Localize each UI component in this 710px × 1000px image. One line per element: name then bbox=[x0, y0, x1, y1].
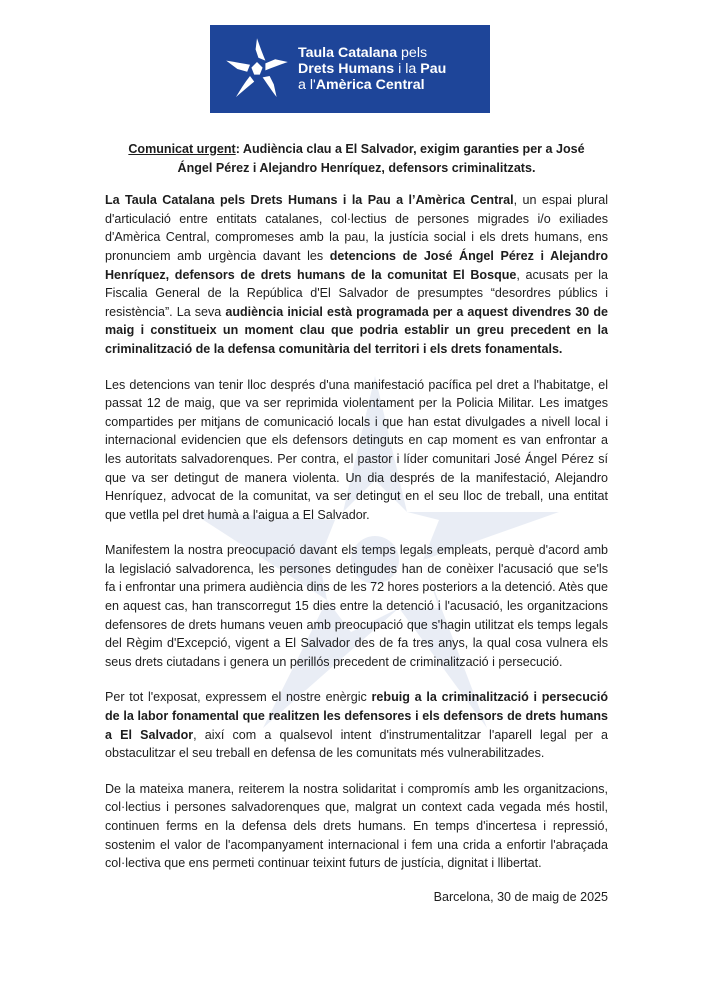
text-run: , acusats per la Fiscalia General de la República d'El Salvador de presumptes “desordres públics i resistència”. La seva bbox=[105, 267, 608, 319]
statement-body bbox=[105, 191, 608, 873]
signoff-date: Barcelona, 30 de maig de 2025 bbox=[433, 889, 608, 904]
logo-wordmark bbox=[298, 45, 446, 93]
bold-text-run: rebuig a la criminalització i persecució de la labor fonamental que realitzen les defensores i els defensors de drets humans a El Salvador bbox=[105, 690, 609, 742]
text-run: , un espai plural d'articulació entre entitats catalanes, col·lectius de persones migrades i/o exiliades d'Amèrica Central, compromeses amb la pau, la justícia social i els drets humans, ens pronunciem amb urgència davant les bbox=[105, 193, 608, 263]
organization-logo bbox=[210, 25, 490, 113]
body-paragraph bbox=[105, 688, 608, 762]
doves-star-logo-icon bbox=[222, 34, 292, 104]
text-run: , així com a qualsevol intent d'instrumentalitzar l'aparell legal per a obstaculitzar el seu treball en defensa de les comunitats més vulnerabilitzades. bbox=[105, 727, 608, 761]
body-paragraph bbox=[105, 780, 608, 873]
body-paragraph bbox=[105, 541, 608, 671]
body-paragraph bbox=[105, 191, 608, 358]
text-run: Per tot l'exposat, expressem el nostre enèrgic bbox=[105, 690, 372, 705]
logo-line-3: a l'Amèrica Central bbox=[298, 77, 425, 93]
bold-text-run: La Taula Catalana pels Drets Humans i la Pau a l’Amèrica Central bbox=[105, 193, 514, 208]
body-paragraph bbox=[105, 376, 608, 525]
text-run: De la mateixa manera, reiterem la nostra solidaritat i compromís amb les organitzacions, col·lectius i persones salvadorenques que, malgrat un context cada vegada més hostil, continuen ferms en la defensa dels drets humans. En temps d'incertesa i repressió, sostenim el valor de l'acompanyament internacional i fem una crida a enfortir l'abraçada col·lectiva que ens permeti continuar teixint futurs de justícia, dignitat i llibertat. bbox=[105, 781, 608, 871]
statement-title bbox=[105, 140, 608, 177]
text-run: Les detencions van tenir lloc després d'una manifestació pacífica pel dret a l'habitatge, el passat 12 de maig, que va ser reprimida violentament per la Policia Militar. Les imatges compartides per mitjans de comunicació locals i que han estat divulgades a nivell local i internacional evidencien que els defensors detinguts en cap moment es van enfrontar a les autoritats salvadorenques. Per contra, el pastor i líder comunitari José Ángel Pérez sí que va ser detingut de manera violenta. Un dia després de la manifestació, Alejandro Henríquez, advocat de la comunitat, va ser detingut en el seu lloc de treball, una entitat que vetlla pel dret humà a l'aigua a El Salvador. bbox=[105, 377, 608, 522]
logo-line-2: Drets Humans i la Pau bbox=[298, 61, 447, 77]
title-lead: Comunicat urgent bbox=[128, 142, 236, 156]
text-run: Manifestem la nostra preocupació davant els temps legals empleats, perquè d'acord amb la legislació salvadorenca, les persones detingudes han de conèixer l'acusació que se'ls fa i enfrontar una primera audiència dins de les 72 hores posteriors a la detenció. Atès que en aquest cas, han transcorregut 15 dies entre la detenció i l'acusació, les organitzacions defensores de drets humans veuen amb preocupació que s'hagin utilitzat els temps legals del Règim d'Excepció, vigent a El Salvador des de fa tres anys, la qual cosa vulnera els seus drets ciutadans i genera un perillós precedent de criminalització i persecució. bbox=[105, 543, 608, 669]
statement-document bbox=[105, 140, 608, 906]
logo-line-1: Taula Catalana pels bbox=[298, 45, 428, 61]
bold-text-run: detencions de José Ángel Pérez i Alejandro Henríquez, defensors de drets humans de la comunitat El Bosque bbox=[105, 248, 608, 282]
bold-text-run: audiència inicial està programada per a aquest divendres 30 de maig i constitueix un moment clau que podria establir un greu precedent en la criminalització de la defensa comunitària del territori i els drets fonamentals. bbox=[105, 304, 608, 356]
title-rest: : Audiència clau a El Salvador, exigim garanties per a José Ángel Pérez i Alejandro Henríquez, defensors criminalitzats. bbox=[177, 142, 585, 175]
